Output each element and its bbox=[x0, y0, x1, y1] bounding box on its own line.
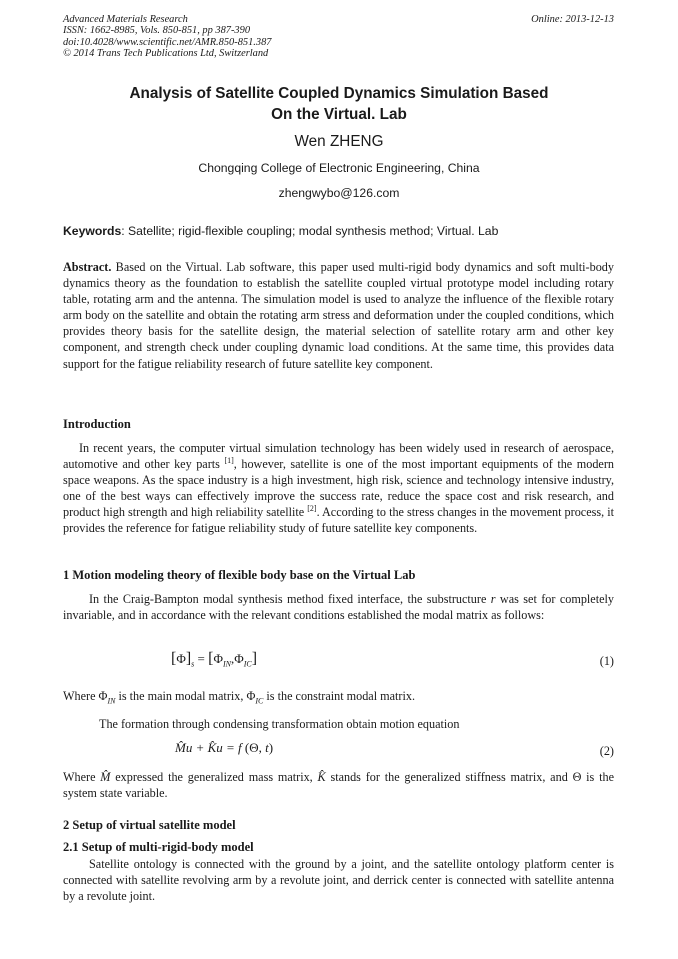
section-1-paragraph-2: The formation through condensing transformation obtain motion equation bbox=[99, 717, 460, 731]
section-1-paragraph-1 bbox=[63, 591, 614, 623]
where-2-text-d: is the system state variable. bbox=[63, 770, 614, 801]
citation-2: [2] bbox=[307, 504, 317, 514]
introduction-heading: Introduction bbox=[63, 417, 131, 431]
where-2: Where M̂ expressed the generalized mass matrix, K̂ stands for the generalized stiffness matrix, and Θ is the system state variable. bbox=[63, 770, 614, 801]
journal-name: Advanced Materials Research bbox=[63, 14, 188, 25]
abstract bbox=[63, 259, 614, 372]
equation-2 bbox=[63, 740, 614, 764]
where-1: Where $\Phi_{IN}$ is the main modal matrix, $\Phi_{IC}$ is the constraint modal matrix. bbox=[63, 689, 416, 706]
title-line-1: Analysis of Satellite Coupled Dynamics Simulation Based bbox=[129, 85, 549, 102]
intro-text-3: . According to the stress changes in the movement process, it provides the reference for fatigue reliability study of future satellite key components. bbox=[63, 505, 614, 536]
intro-text-1: In recent years, the computer virtual simulation technology has been widely used in research of aerospace, automotive and other key parts bbox=[63, 441, 614, 472]
where-1-text-c: is the constraint modal matrix. bbox=[266, 689, 416, 703]
intro-text-2: , however, satellite is one of the most important equipments of the modern space weapons. As the space industry is a high investment, high risk, science and technology intensive industry, one of the best ways can effectively improve the success rate, reduce the space cost and risk research, and product high strength and high reliability satellite bbox=[63, 457, 614, 520]
s1-text-1a: In the Craig-Bampton modal synthesis method fixed interface, the substructure bbox=[89, 592, 491, 606]
section-1-heading: 1 Motion modeling theory of flexible body base on the Virtual Lab bbox=[63, 568, 416, 582]
equation-2-number: (2) bbox=[599, 744, 614, 758]
keywords-text: : Satellite; rigid-flexible coupling; modal synthesis method; Virtual. Lab bbox=[121, 224, 499, 238]
section-2-heading: 2 Setup of virtual satellite model bbox=[63, 818, 236, 832]
title-line-2: On the Virtual. Lab bbox=[271, 105, 407, 123]
keywords bbox=[63, 224, 615, 238]
where-2-text-a: Where bbox=[63, 770, 101, 784]
abstract-text: Based on the Virtual. Lab software, this paper used multi-rigid body dynamics and soft multi-body dynamics theory as the foundation to establish the satellite coupled virtual prototype model including rotary table, rotating arm and the antenna. The simulation model is used to analyze the influence of the flexible rotary arm body on the satellite and obtain the rotating arm stress and deformation under the coupled conditions, which provides theory basis for the satellite design, the material selection of satellite rotary arm and other key component, and strength check under coupling dynamic load conditions. At the same time, this provides data support for the fatigue reliability research of future satellite key component. bbox=[63, 260, 614, 371]
author-name: Wen ZHENG bbox=[294, 133, 384, 150]
copyright-line: © 2014 Trans Tech Publications Ltd, Switzerland bbox=[63, 47, 269, 59]
author-affiliation: Chongqing College of Electronic Engineering, China bbox=[198, 161, 480, 175]
equation-2-body: M̂u + K̂u = f (Θ, t) bbox=[175, 740, 274, 755]
keywords-label: Keywords bbox=[63, 224, 122, 238]
where-1-text-a: Where bbox=[63, 689, 99, 703]
citation-1: [1] bbox=[224, 456, 234, 466]
equation-1-number: (1) bbox=[599, 654, 614, 668]
where-2-text-b: expressed the generalized mass matrix, bbox=[115, 770, 318, 784]
journal-header bbox=[63, 14, 271, 59]
section-2-1-heading: 2.1 Setup of multi-rigid-body model bbox=[63, 840, 254, 854]
variable-r: r bbox=[490, 592, 496, 606]
doi-line: doi:10.4028/www.scientific.net/AMR.850-851.387 bbox=[63, 36, 272, 48]
where-2-text-c: stands for the generalized stiffness matrix, and bbox=[330, 770, 573, 784]
paper-title bbox=[63, 84, 615, 125]
author-email: zhengwybo@126.com bbox=[278, 186, 400, 200]
equation-1-body: $[\Phi]_s = [\Phi_{IN},\Phi_{IC}]$ bbox=[171, 650, 258, 669]
s1-text-1b: was set for completely invariable, and in accordance with the relevant conditions established the modal matrix as follows: bbox=[63, 592, 614, 623]
where-1-text-b: is the main modal matrix, bbox=[118, 689, 247, 703]
abstract-label: Abstract. bbox=[63, 260, 112, 274]
issn-line: ISSN: 1662-8985, Vols. 850-851, pp 387-390 bbox=[63, 25, 251, 37]
equation-1 bbox=[63, 650, 614, 674]
introduction-paragraph bbox=[63, 440, 614, 537]
section-2-1-paragraph: Satellite ontology is connected with the ground by a joint, and the satellite ontology platform center is connected with satellite revolving arm by a revolute joint, and derrick center is connected with satellite antenna by a revolute joint. bbox=[63, 857, 614, 904]
online-date: Online: 2013-12-13 bbox=[531, 14, 614, 25]
